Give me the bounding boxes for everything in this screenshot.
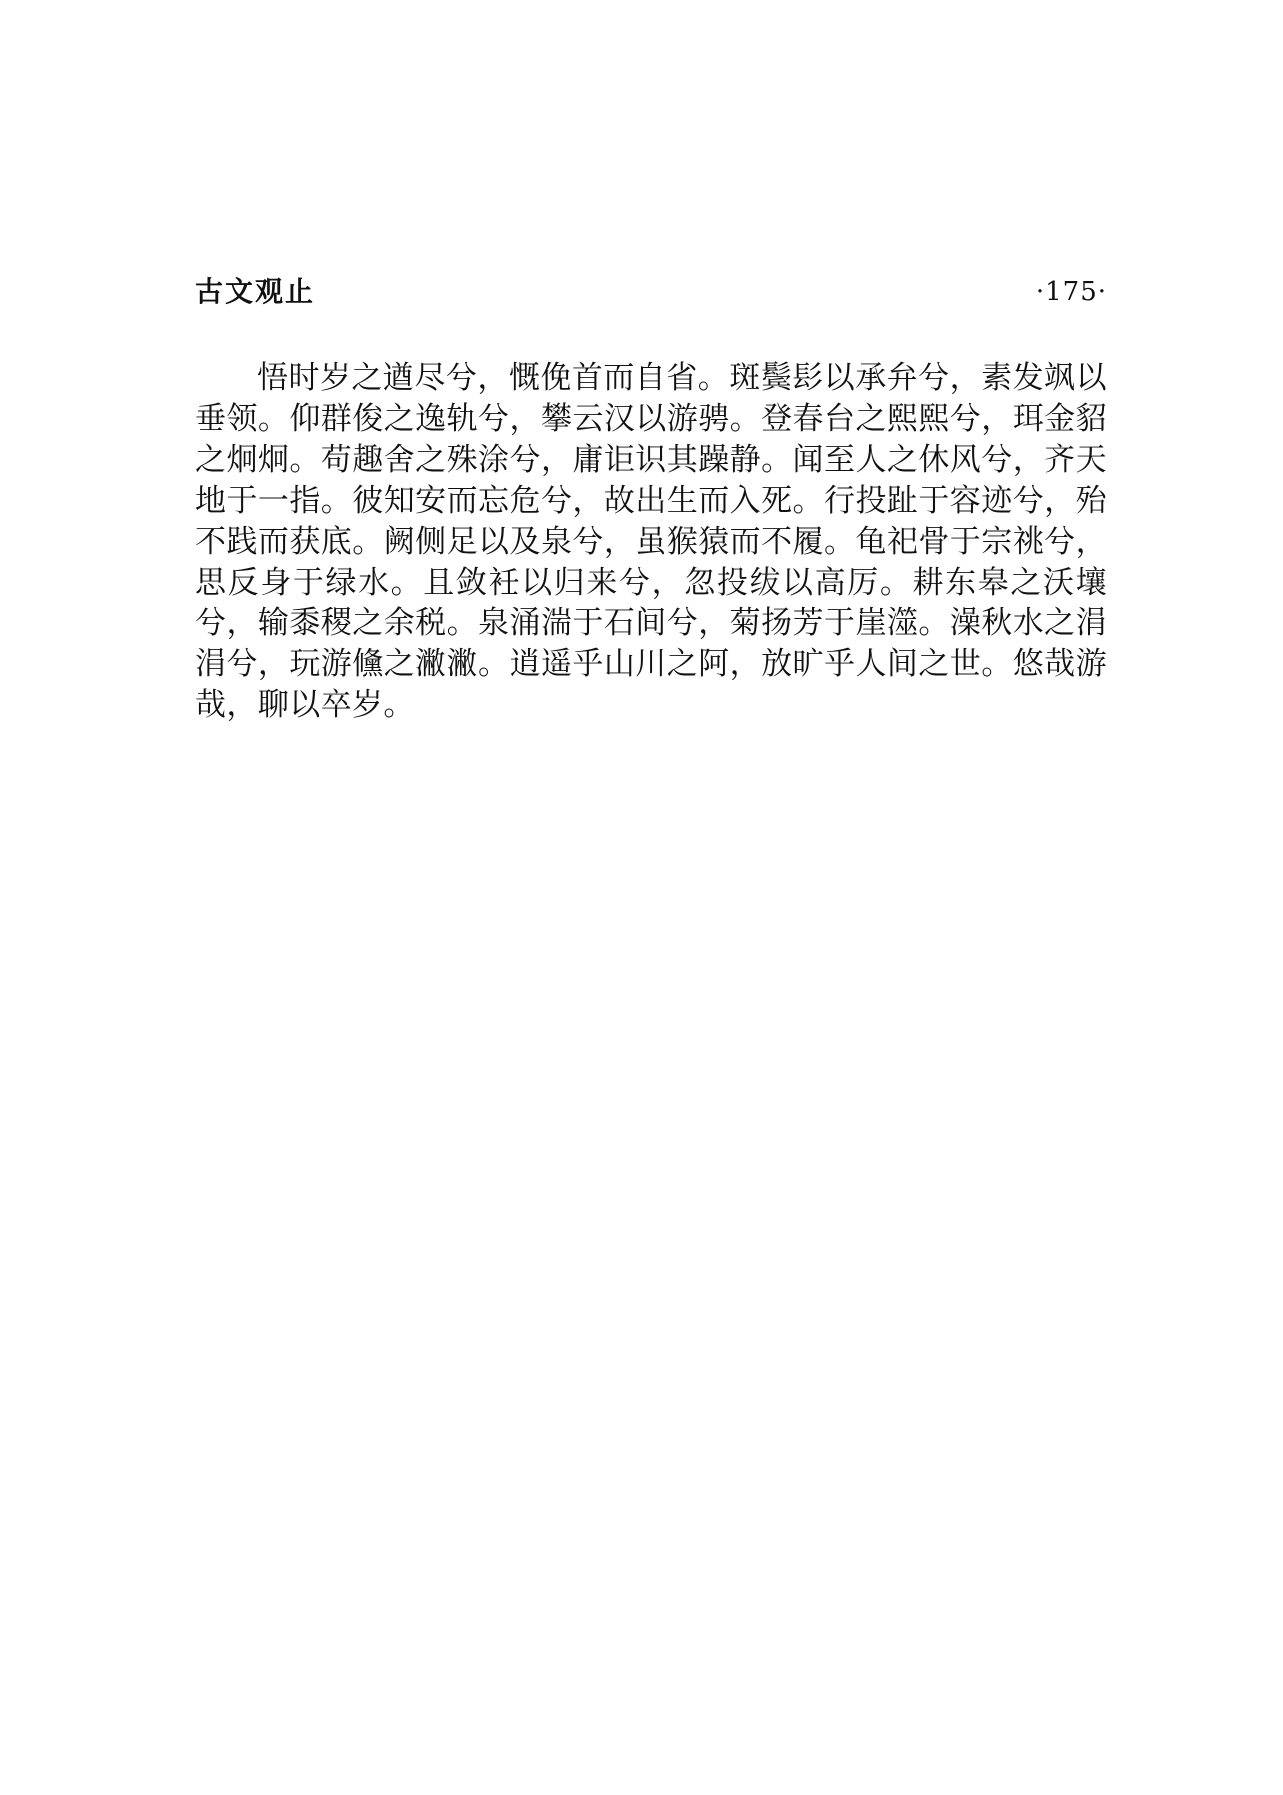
page-header <box>195 272 1107 312</box>
running-title: 古文观止 <box>195 275 316 308</box>
body-paragraph: 悟时岁之遒尽兮，慨俛首而自省。斑鬓髟以承弁兮，素发飒以垂领。仰群俊之逸轨兮，攀云汉以游骋。登春台之熙熙兮，珥金貂之炯炯。苟趣舍之殊涂兮，庸讵识其躁静。闻至人之休风兮，齐天地于一指。彼知安而忘危兮，故出生而入死。行投趾于容迹兮，殆不践而获底。阙侧足以及泉兮，虽猴猿而不履。龟祀骨于宗祧兮，思反身于绿水。且敛衽以归来兮，忽投绂以高厉。耕东皋之沃壤兮，输黍稷之余税。泉涌湍于石间兮，菊扬芳于崖澨。澡秋水之涓涓兮，玩游儵之潎潎。逍遥乎山川之阿，放旷乎人间之世。悠哉游哉，聊以卒岁。 <box>195 360 1107 724</box>
page-number: ·175· <box>1035 277 1107 307</box>
